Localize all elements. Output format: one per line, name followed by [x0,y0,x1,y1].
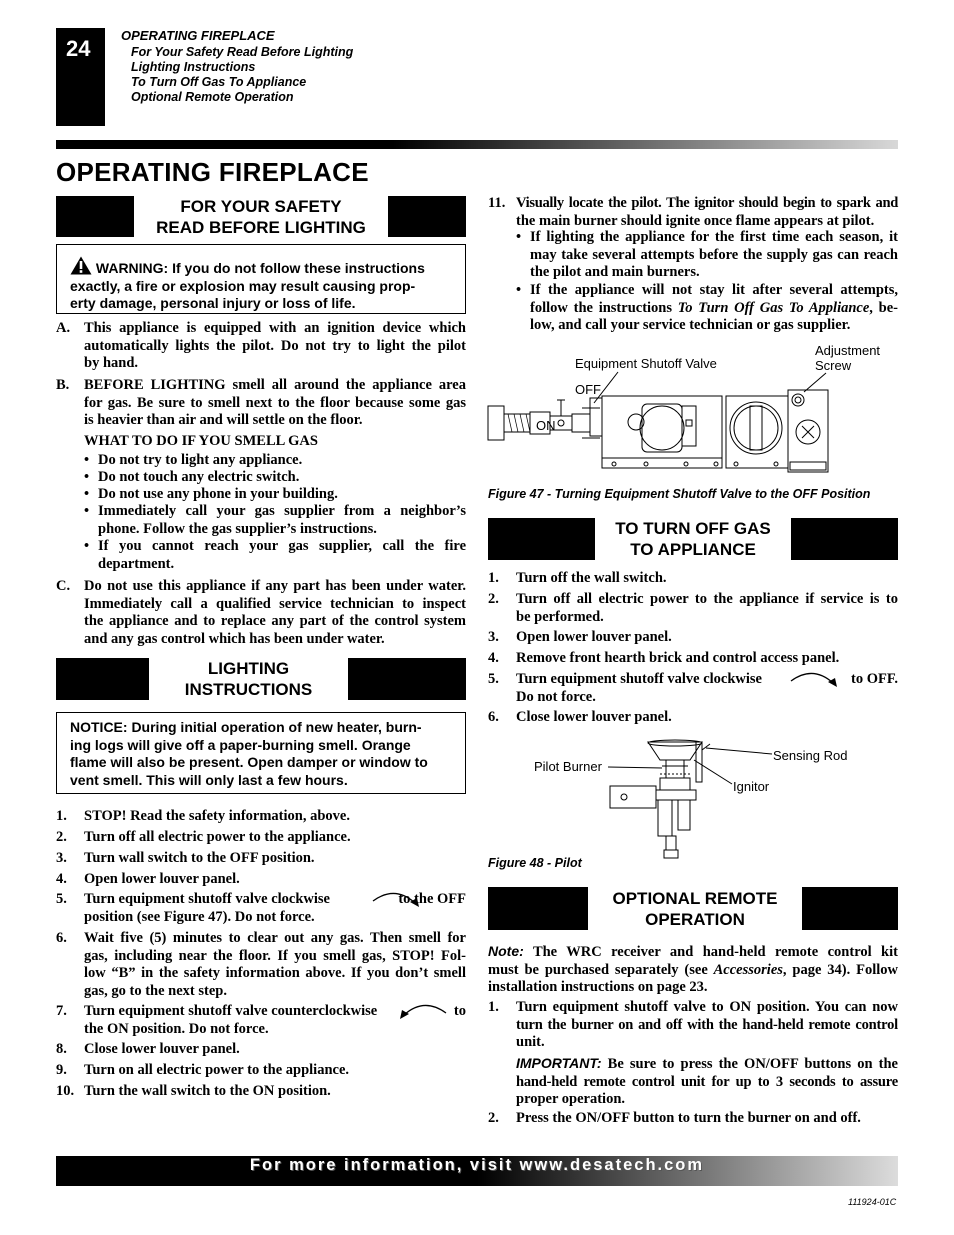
smell-gas-heading: WHAT TO DO IF YOU SMELL GAS [84,433,318,449]
turn-off-heading-line2: TO APPLIANCE [630,540,756,559]
lighting-heading-line1: LIGHTING [207,659,290,678]
figure47-caption: Figure 47 - Turning Equipment Shutoff Valve to the OFF Position [488,487,871,501]
safety-heading-line2: READ BEFORE LIGHTING [156,217,366,237]
pilot-burner-diagram [606,738,776,862]
safety-section-heading [56,196,466,237]
header-divider-bar [56,140,898,149]
warning-text: erty damage, personal injury or loss of life. [70,295,356,311]
remote-section-heading [488,887,898,930]
remote-heading-line1: OPTIONAL REMOTE [612,888,778,908]
fig47-adjustment-label: Adjustment Screw [815,343,881,373]
fig47-valve-label: Equipment Shutoff Valve [575,356,717,371]
fig48-rod-label: Sensing Rod [773,748,848,763]
header-subtopic: For Your Safety Read Before Lighting [131,45,354,59]
turn-off-section-heading [488,518,898,560]
turn-off-heading-line1: TO TURN OFF GAS [615,519,771,538]
fig47-off-label: OFF [575,382,601,397]
counterclockwise-arrow-icon [396,1001,448,1021]
fig48-ignitor-label: Ignitor [733,779,770,794]
warning-label: WARNING: [95,260,169,276]
remote-note: Note: The WRC receiver and hand-held remote control kit must be purchased separately (see Accessories, page 34). Follow installation instructions on page 23. [488,943,898,995]
page-number: 24 [66,36,91,61]
safety-heading-line1: FOR YOUR SAFETY [180,196,342,216]
figure48-caption: Figure 48 - Pilot [488,856,582,870]
notice-box: NOTICE: During initial operation of new heater, burn- ing logs will give off a paper-burning smell. Orange flame will also be present. Open damper or window to vent smell. This will only last a few hours. [56,712,466,794]
header-title: OPERATING FIREPLACE [121,28,275,43]
remote-heading-line2: OPERATION [645,909,745,929]
gas-valve-diagram [486,370,831,480]
footer-website-text: For more information, visit www.desatech.com [249,1156,705,1174]
warning-text: If you do not follow these instructions [172,260,425,276]
page-title: OPERATING FIREPLACE [56,157,369,187]
warning-box [56,244,466,314]
lighting-heading-line2: INSTRUCTIONS [184,680,313,699]
fig47-on-label: ON [536,418,556,433]
remote-important: IMPORTANT: Be sure to press the ON/OFF buttons on the hand-held remote control unit for up to 3 seconds to assure proper operation. [516,1055,898,1107]
fig48-pilot-label: Pilot Burner [534,759,602,774]
header-subtopic: Optional Remote Operation [131,90,294,104]
header-subtopic: Lighting Instructions [131,60,256,74]
lighting-section-heading [56,658,466,700]
warning-text: exactly, a fire or explosion may result causing prop- [70,277,416,294]
document-code: 111924-01C [848,1197,897,1207]
clockwise-arrow-icon [789,669,841,689]
header-subtopic: To Turn Off Gas To Appliance [131,75,307,89]
warning-triangle-icon [70,256,92,275]
